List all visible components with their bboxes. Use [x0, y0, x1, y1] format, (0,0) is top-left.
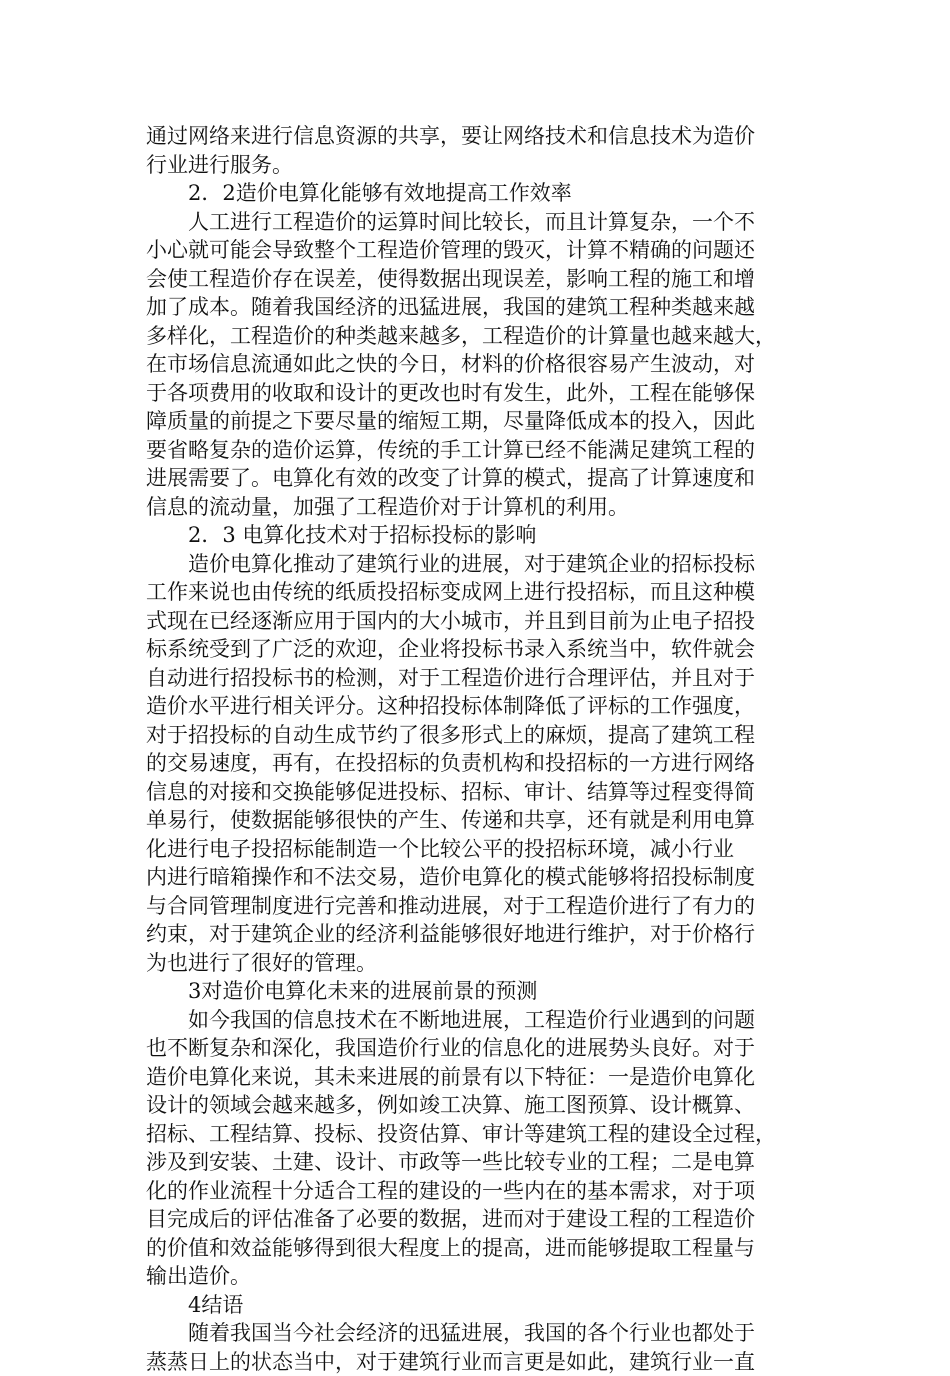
text-line: 涉及到安装、土建、设计、市政等一些比较专业的工程；二是电算	[146, 1148, 806, 1177]
text-line: 随着我国当今社会经济的迅猛进展，我国的各个行业也都处于	[146, 1319, 806, 1348]
text-line: 如今我国的信息技术在不断地进展，工程造价行业遇到的问题	[146, 1006, 806, 1035]
text-line: 多样化，工程造价的种类越来越多，工程造价的计算量也越来越大，	[146, 322, 806, 351]
text-line: 为也进行了很好的管理。	[146, 949, 806, 978]
text-line: 单易行，使数据能够很快的产生、传递和共享，还有就是利用电算	[146, 806, 806, 835]
text-line: 障质量的前提之下要尽量的缩短工期，尽量降低成本的投入，因此	[146, 407, 806, 436]
text-line: 对于招投标的自动生成节约了很多形式上的麻烦，提高了建筑工程	[146, 721, 806, 750]
text-line: 在市场信息流通如此之快的今日，材料的价格很容易产生波动，对	[146, 350, 806, 379]
text-line: 化的作业流程十分适合工程的建设的一些内在的基本需求，对于项	[146, 1177, 806, 1206]
text-line: 小心就可能会导致整个工程造价管理的毁灭，计算不精确的问题还	[146, 236, 806, 265]
text-line: 自动进行招投标书的检测，对于工程造价进行合理评估，并且对于	[146, 664, 806, 693]
section-heading: 4结语	[146, 1291, 806, 1320]
text-line: 的交易速度，再有，在投招标的负责机构和投招标的一方进行网络	[146, 749, 806, 778]
section-heading: 2．2造价电算化能够有效地提高工作效率	[146, 179, 806, 208]
text-line: 要省略复杂的造价运算，传统的手工计算已经不能满足建筑工程的	[146, 436, 806, 465]
text-line: 设计的领域会越来越多，例如竣工决算、施工图预算、设计概算、	[146, 1091, 806, 1120]
text-line: 蒸蒸日上的状态当中，对于建筑行业而言更是如此，建筑行业一直	[146, 1348, 806, 1376]
text-line: 与合同管理制度进行完善和推动进展，对于工程造价进行了有力的	[146, 892, 806, 921]
text-line: 造价电算化来说，其未来进展的前景有以下特征：一是造价电算化	[146, 1063, 806, 1092]
section-heading: 3对造价电算化未来的进展前景的预测	[146, 977, 806, 1006]
text-line: 招标、工程结算、投标、投资估算、审计等建筑工程的建设全过程，	[146, 1120, 806, 1149]
text-line: 内进行暗箱操作和不法交易，造价电算化的模式能够将招投标制度	[146, 863, 806, 892]
text-line: 的价值和效益能够得到很大程度上的提高，进而能够提取工程量与	[146, 1234, 806, 1263]
text-line: 行业进行服务。	[146, 151, 806, 180]
section-heading: 2．3 电算化技术对于招标投标的影响	[146, 521, 806, 550]
text-line: 造价水平进行相关评分。这种招投标体制降低了评标的工作强度，	[146, 692, 806, 721]
text-line: 信息的流动量，加强了工程造价对于计算机的利用。	[146, 493, 806, 522]
text-line: 工作来说也由传统的纸质投招标变成网上进行投招标，而且这种模	[146, 578, 806, 607]
text-line: 输出造价。	[146, 1262, 806, 1291]
text-line: 于各项费用的收取和设计的更改也时有发生，此外，工程在能够保	[146, 379, 806, 408]
text-line: 进展需要了。电算化有效的改变了计算的模式，提高了计算速度和	[146, 464, 806, 493]
text-line: 标系统受到了广泛的欢迎，企业将投标书录入系统当中，软件就会	[146, 635, 806, 664]
text-line: 目完成后的评估准备了必要的数据，进而对于建设工程的工程造价	[146, 1205, 806, 1234]
text-line: 造价电算化推动了建筑行业的进展，对于建筑企业的招标投标	[146, 550, 806, 579]
text-line: 会使工程造价存在误差，使得数据出现误差，影响工程的施工和增	[146, 265, 806, 294]
text-line: 化进行电子投招标能制造一个比较公平的投招标环境，减小行业	[146, 835, 806, 864]
text-line: 信息的对接和交换能够促进投标、招标、审计、结算等过程变得简	[146, 778, 806, 807]
text-line: 通过网络来进行信息资源的共享，要让网络技术和信息技术为造价	[146, 122, 806, 151]
text-line: 式现在已经逐渐应用于国内的大小城市，并且到目前为止电子招投	[146, 607, 806, 636]
text-line: 也不断复杂和深化，我国造价行业的信息化的进展势头良好。对于	[146, 1034, 806, 1063]
text-line: 加了成本。随着我国经济的迅猛进展，我国的建筑工程种类越来越	[146, 293, 806, 322]
document-page	[146, 122, 806, 1376]
text-line: 约束，对于建筑企业的经济利益能够很好地进行维护，对于价格行	[146, 920, 806, 949]
text-line: 人工进行工程造价的运算时间比较长，而且计算复杂，一个不	[146, 208, 806, 237]
